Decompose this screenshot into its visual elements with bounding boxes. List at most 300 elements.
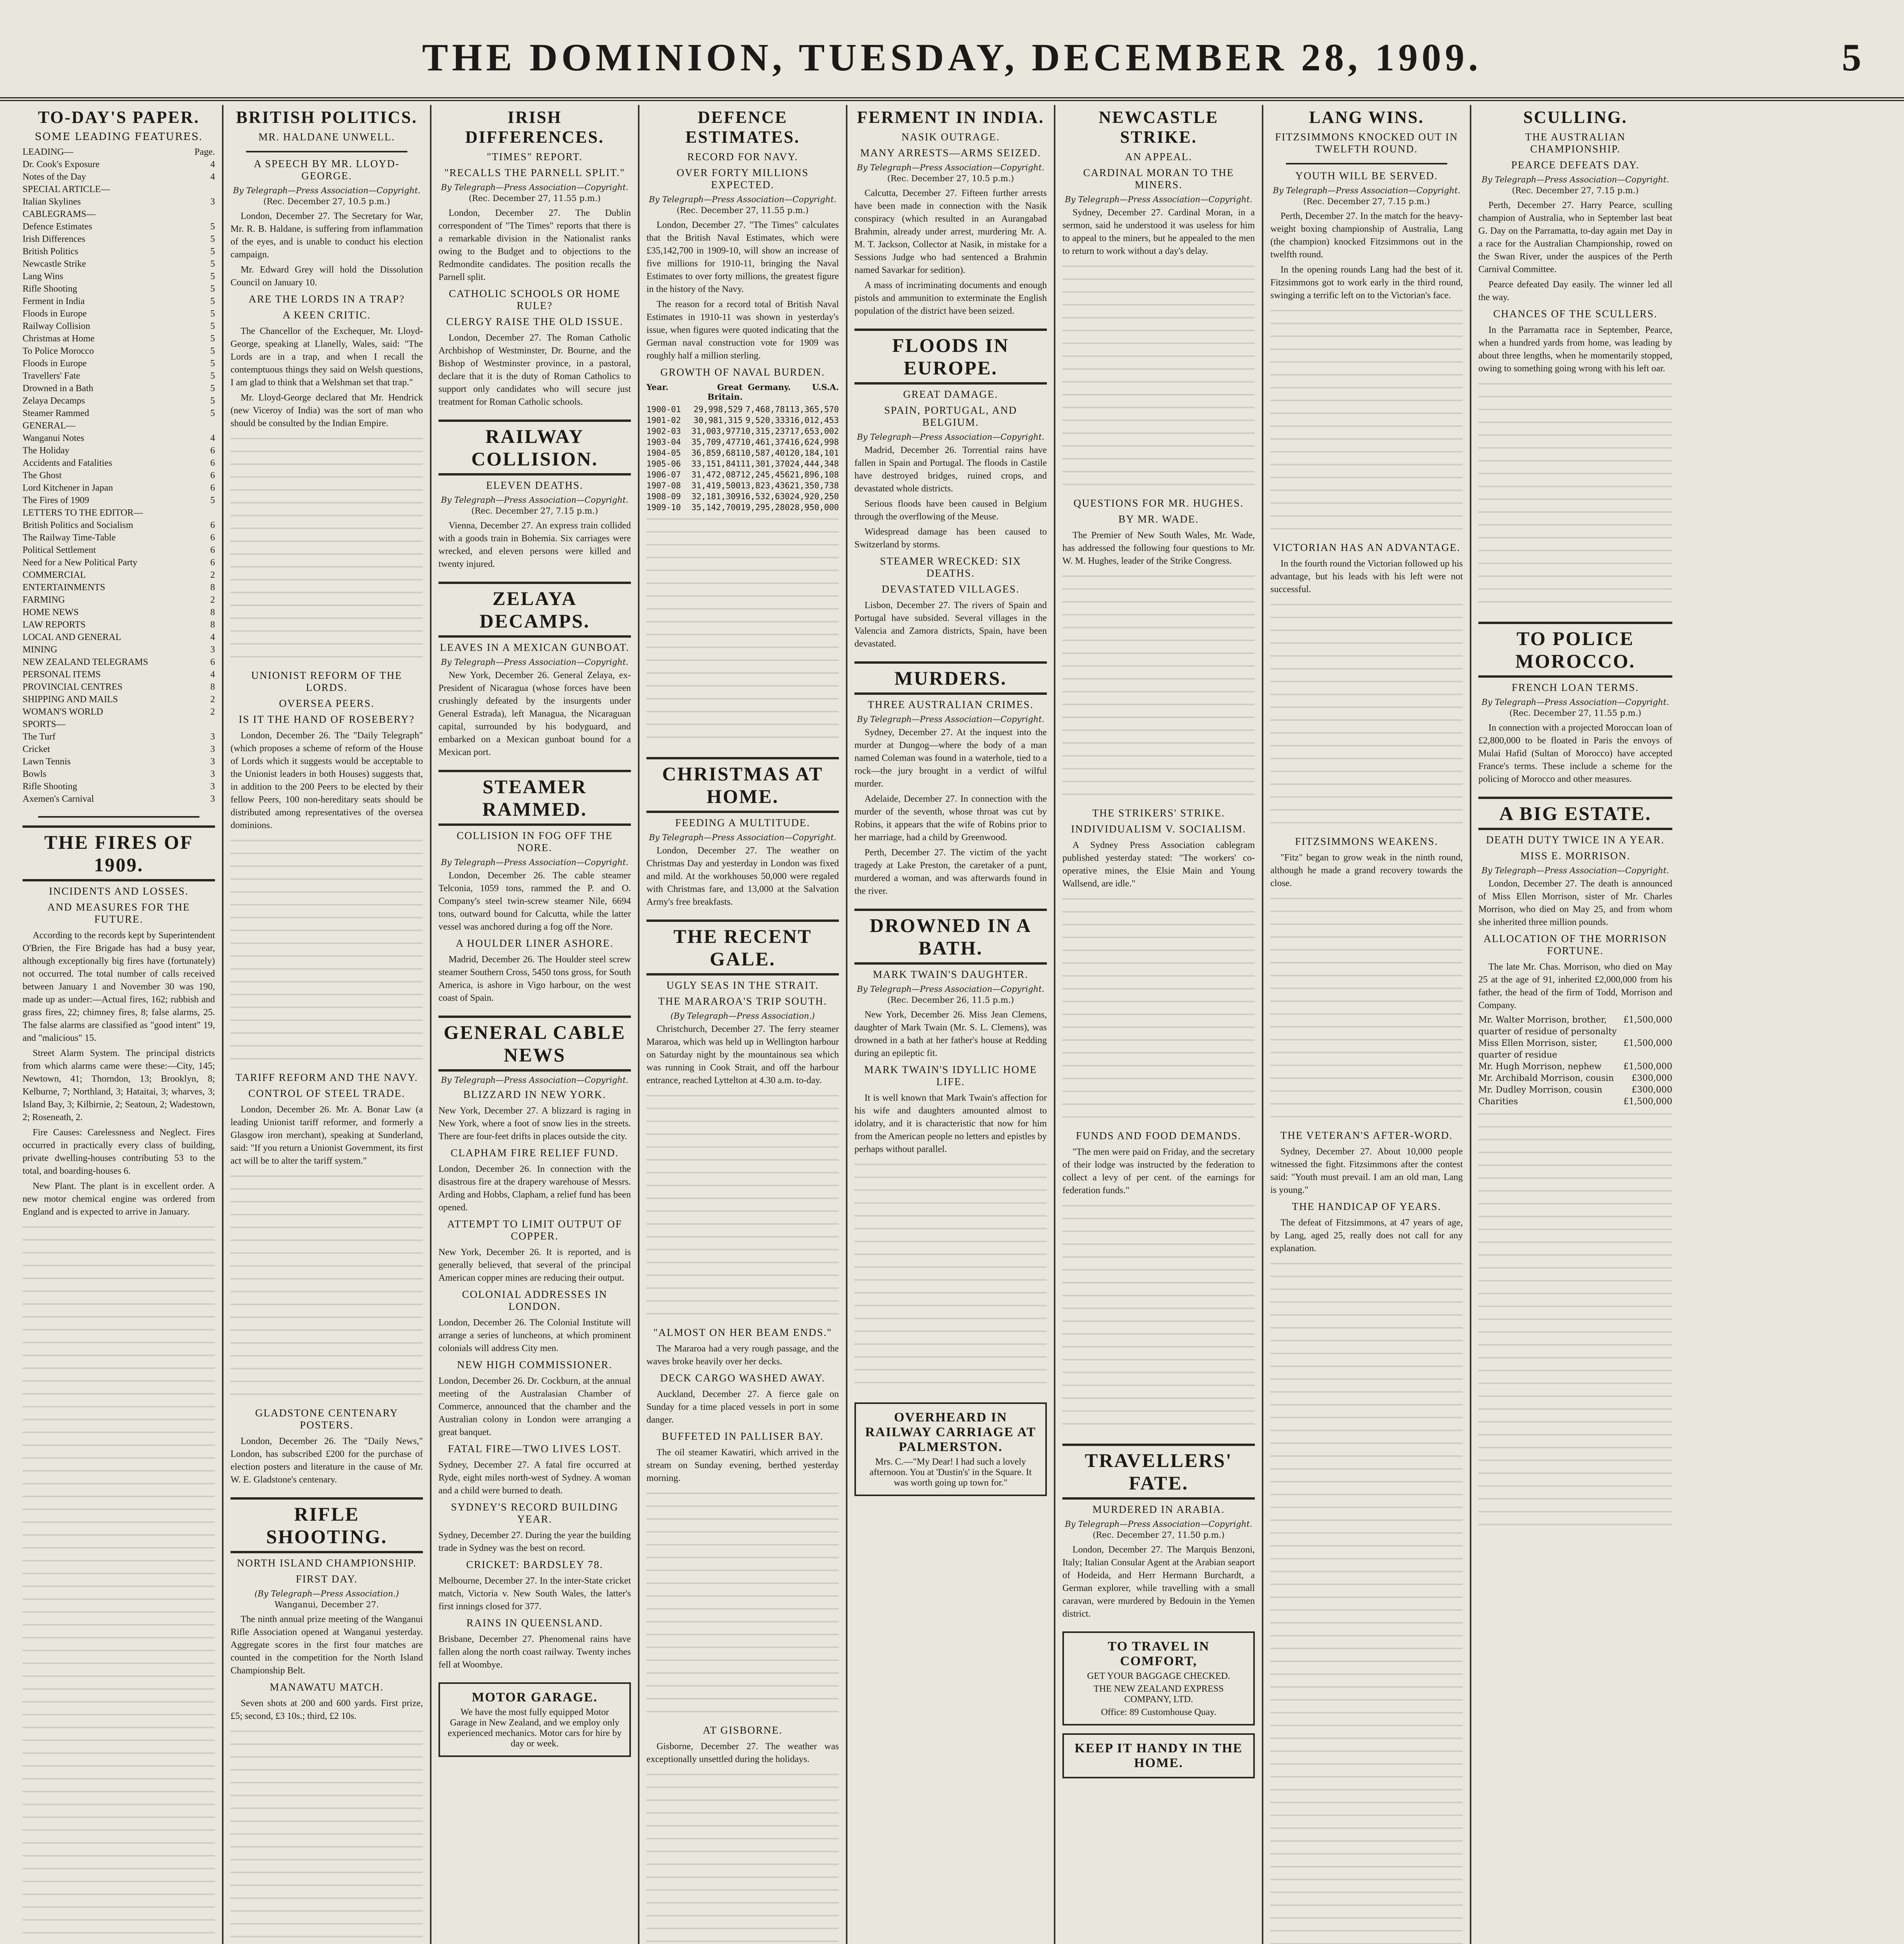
article-subheading: GROWTH OF NAVAL BURDEN. — [660, 366, 825, 378]
index-entry-label: ENTERTAINMENTS — [23, 582, 105, 593]
article-body — [1062, 1146, 1255, 1197]
index-entry — [23, 270, 215, 283]
article-body — [438, 953, 631, 1005]
ad-line: GET YOUR BAGGAGE CHECKED. — [1087, 1671, 1230, 1681]
article-body — [1062, 839, 1255, 890]
index-entry-page: 4 — [210, 670, 215, 680]
bequest-amount: £1,500,000 — [1623, 1062, 1672, 1072]
index-entry — [23, 569, 215, 581]
paragraph: The late Mr. Chas. Morrison, who died on May 25 at the age of 91, inherited £2,000,000 from his father, the head of the firm of Todd, Morrison and Company. — [1478, 962, 1672, 1010]
article-date: (Rec. December 27, 7.15 p.m.) — [1303, 197, 1430, 206]
paragraph: The Mararoa had a very rough passage, and the waves broke heavily over her decks. — [646, 1344, 839, 1367]
article-credit: By Telegraph—Press Association—Copyright. — [1065, 195, 1252, 204]
table-cell: 11,301,370 — [741, 459, 790, 469]
index-entry — [23, 594, 215, 606]
paragraph: Adelaide, December 27. In connection with the murder of the seventh, whose throat was cut by Robins, it appears that the wife of Robins prior to her marriage, had a child by Greenwood. — [854, 794, 1047, 843]
article-body — [646, 844, 839, 909]
index-entry — [23, 743, 215, 755]
article-body — [231, 1613, 423, 1677]
article-date: (Rec. December 27, 11.55 p.m.) — [468, 194, 601, 203]
index-entry-page: 6 — [210, 657, 215, 667]
paragraph: Sydney, December 27. At the inquest into the murder at Dungog—where the body of a man named Coleman was found in a waterhole, tied to a rock—the jury brought in a verdict of wilful murder. — [854, 727, 1047, 789]
index-entry-page: 6 — [210, 458, 215, 468]
index-entry-page: 5 — [210, 259, 215, 269]
index-entry-page: 5 — [210, 383, 215, 393]
paragraph: Madrid, December 26. Torrential rains have fallen in Spain and Portugal. The floods in Castile have destroyed bridges, ruined crops, and devastated whole districts. — [854, 445, 1047, 494]
paragraph: London, December 27. The weather on Christmas Day and yesterday in London was fixed and mild. At the workhouses 50,000 were regaled with Christmas fare, and 13,000 at the Salvation Army's free breakfasts. — [646, 846, 839, 907]
article-credit: (By Telegraph—Press Association.) — [254, 1589, 399, 1598]
article-subheading: DEVASTATED VILLAGES. — [882, 583, 1020, 595]
index-entry-page: 5 — [210, 346, 215, 356]
article-date: (Rec. December 27, 11.55 p.m.) — [676, 206, 809, 215]
index-entry-label: British Politics — [23, 246, 79, 257]
article-body — [646, 219, 839, 362]
index-entry-label: LETTERS TO THE EDITOR— — [23, 508, 143, 518]
index-entry-page: 3 — [210, 744, 215, 754]
table-row — [646, 502, 839, 513]
index-entry-page: 5 — [210, 334, 215, 344]
table-cell: 1905-06 — [646, 459, 681, 469]
bequest-row — [1478, 1038, 1672, 1061]
article-subheading: FRENCH LOAN TERMS. — [1511, 682, 1639, 693]
index-entry-label: FARMING — [23, 595, 65, 605]
bequest-row — [1478, 1073, 1672, 1084]
article-credit: By Telegraph—Press Association—Copyright. — [857, 163, 1045, 172]
cable-item-heading: ATTEMPT TO LIMIT OUTPUT OF COPPER. — [447, 1218, 622, 1242]
ad-text: Mrs. C.—"My Dear! I had such a lovely afternoon. You at 'Dustin's' in the Square. It was worth going up town for." — [870, 1457, 1032, 1488]
index-entry — [23, 482, 215, 494]
index-entry — [23, 668, 215, 681]
article-subheading: "ALMOST ON HER BEAM ENDS." — [653, 1327, 832, 1338]
index-entry — [23, 382, 215, 395]
article-body — [1270, 1217, 1463, 1255]
index-entry — [23, 544, 215, 556]
ad-line: Office: 89 Customhouse Quay. — [1101, 1707, 1216, 1717]
table-cell: 10,461,374 — [741, 437, 790, 447]
index-entry-page: 6 — [210, 533, 215, 543]
index-entry — [23, 295, 215, 308]
index-entry-label: Christmas at Home — [23, 334, 95, 344]
paragraph: Fire Causes: Carelessness and Neglect. Fires occurred in practically every class of building, private dwelling-houses contributing 53 to the total, and boarding-houses 6. — [23, 1128, 215, 1176]
article-heading: A BIG ESTATE. — [1478, 797, 1672, 830]
index-entry — [23, 370, 215, 382]
article-credit: By Telegraph—Press Association—Copyright. — [649, 195, 837, 204]
article-heading: IRISH DIFFERENCES. — [465, 108, 604, 147]
article-date: (Rec. December 27, 11.55 p.m.) — [1509, 708, 1642, 718]
article-body — [854, 1009, 1047, 1060]
index-entry-page: 5 — [210, 296, 215, 306]
table-cell: 13,823,436 — [741, 481, 790, 490]
table-cell: 33,151,841 — [691, 459, 741, 469]
article-body — [646, 1388, 839, 1427]
ad-text: We have the most fully equipped Motor Garage in New Zealand, and we employ only experienced mechanics. Motor cars for hire by day or week. — [447, 1707, 622, 1749]
index-entry-page: 5 — [210, 246, 215, 257]
article-subheading: THE AUSTRALIAN CHAMPIONSHIP. — [1525, 131, 1626, 155]
index-entry-page: 3 — [210, 769, 215, 779]
index-entry-label: PERSONAL ITEMS — [23, 670, 101, 680]
table-cell: 20,184,101 — [790, 448, 839, 458]
index-entry-label: Italian Skylines — [23, 197, 81, 207]
text-lines — [1062, 1199, 1255, 1433]
paragraph: Perth, December 27. In the match for the heavy-weight boxing championship of Australia, Lang (the champion) knocked Fitzsimmons out in the twelfth round. — [1270, 211, 1463, 260]
article-body — [438, 669, 631, 759]
article-heading: DEFENCE ESTIMATES. — [685, 108, 800, 147]
cable-item-text: New York, December 26. It is reported, and is generally believed, that several of the principal American copper mines are reducing their output. — [438, 1247, 631, 1283]
paragraph: Pearce defeated Day easily. The winner led all the way. — [1478, 280, 1672, 302]
column-7 — [1263, 105, 1471, 1944]
table-cell: 31,003,977 — [691, 427, 741, 436]
index-entry-label: WOMAN'S WORLD — [23, 707, 103, 717]
paragraph: Auckland, December 27. A fierce gale on Sunday for a time placed vessels in port in some danger. — [646, 1389, 839, 1425]
index-entry-page: 4 — [210, 172, 215, 182]
article-subheading: QUESTIONS FOR MR. HUGHES. — [1073, 497, 1244, 509]
paragraph: A Sydney Press Association cablegram published yesterday stated: "The workers' co-operative mines, the Elsie Main and Young Wallsend, are idle." — [1062, 840, 1255, 889]
table-cell: 7,468,781 — [745, 405, 790, 414]
index-entry — [23, 395, 215, 407]
article-subheading: AN APPEAL. — [1125, 151, 1193, 163]
paragraph: London, December 26. Mr. A. Bonar Law (a leading Unionist tariff reformer, and formerly a Glasgow iron merchant), speaking at Sunderland, said: "If you return a Unionist Government, its first act will be to alter the tariff system." — [231, 1105, 423, 1166]
paragraph: Mr. Edward Grey will hold the Dissolution Council on January 10. — [231, 265, 423, 288]
article-subheading: VICTORIAN HAS AN ADVANTAGE. — [1273, 542, 1460, 553]
paragraph: "Fitz" began to grow weak in the ninth round, although he made a grand recovery towards the close. — [1270, 853, 1463, 888]
article-subheading: LEAVES IN A MEXICAN GUNBOAT. — [440, 642, 630, 653]
index-entry-page: 5 — [210, 495, 215, 505]
text-lines — [1270, 892, 1463, 1126]
todays-paper-subheading: SOME LEADING FEATURES. — [35, 131, 203, 143]
table-cell: 16,012,453 — [790, 416, 839, 425]
index-entry-label: Wanganui Notes — [23, 433, 84, 443]
paragraph: London, December 27. The Roman Catholic Archbishop of Westminster, Dr. Bourne, and the Bishop of Westminster province, in a pastoral, declare that it is the duty of Roman Catholics to support only candidates who will secure just treatment for Roman Catholic schools. — [438, 333, 631, 407]
article-heading: RIFLE SHOOTING. — [231, 1497, 423, 1553]
article-body — [1270, 558, 1463, 596]
article-subheading: FIRST DAY. — [295, 1573, 358, 1585]
index-entry-label: Notes of the Day — [23, 172, 86, 182]
index-entry-label: Accidents and Fatalities — [23, 458, 112, 468]
index-entry — [23, 793, 215, 805]
article-lang — [1270, 107, 1463, 1944]
article-date: (Rec. December 27, 10.5 p.m.) — [263, 197, 390, 206]
table-row — [646, 437, 839, 448]
article-credit: By Telegraph—Press Association—Copyright. — [441, 657, 629, 667]
article-subheading: TARIFF REFORM AND THE NAVY. — [235, 1072, 418, 1083]
bequest-row — [1478, 1084, 1672, 1096]
article-date: (Rec. December 27, 7.15 p.m.) — [471, 506, 598, 516]
index-entry — [23, 407, 215, 420]
ad-title: TO TRAVEL IN COMFORT, — [1107, 1639, 1210, 1668]
motor-garage-ad — [438, 1682, 631, 1757]
cable-item-text: London, December 26. The Colonial Institute will arrange a series of luncheons, at which prominent colonials will address City men. — [438, 1318, 631, 1353]
article-subheading: "RECALLS THE PARNELL SPLIT." — [444, 167, 625, 178]
text-lines — [646, 1487, 839, 1720]
index-entry-label: The Turf — [23, 732, 56, 742]
index-entry — [23, 731, 215, 743]
article-subheading: DEATH DUTY TWICE IN A YEAR. — [1486, 834, 1665, 846]
page-number: 5 — [1842, 36, 1861, 79]
index-entry — [23, 556, 215, 569]
divider — [1286, 163, 1447, 164]
cable-item-heading: CLAPHAM FIRE RELIEF FUND. — [451, 1147, 619, 1159]
index-entry — [23, 245, 215, 258]
index-entry-label: SPECIAL ARTICLE— — [23, 184, 110, 194]
text-lines — [1270, 598, 1463, 832]
index-entry-label: Drowned in a Bath — [23, 383, 93, 393]
text-lines — [231, 1725, 423, 1944]
bequest-name: Miss Ellen Morrison, sister, quarter of residue — [1478, 1038, 1598, 1060]
table-cell: 21,350,738 — [790, 481, 839, 490]
column-4 — [639, 105, 847, 1944]
text-lines — [1062, 570, 1255, 803]
article-credit: By Telegraph—Press Association—Copyright. — [441, 495, 629, 505]
index-entry-label: The Ghost — [23, 470, 62, 481]
index-entry-label: CABLEGRAMS— — [23, 209, 96, 219]
article-subheading: THE STRIKERS' STRIKE. — [1092, 807, 1225, 819]
table-cell: 32,181,309 — [691, 492, 741, 501]
bequest-amount: £300,000 — [1632, 1073, 1672, 1083]
column-1 — [16, 105, 224, 1944]
paragraph: A mass of incriminating documents and enough pistols and ammunition to exterminate the English population of the district have been seized. — [854, 280, 1047, 316]
article-date: (Rec. December 27, 7.15 p.m.) — [1512, 186, 1639, 195]
index-entry — [23, 519, 215, 531]
table-row — [646, 426, 839, 437]
index-entry-label: Defence Estimates — [23, 222, 93, 232]
table-row — [646, 415, 839, 426]
article-heading: DROWNED IN A BATH. — [854, 909, 1047, 965]
article-body — [854, 599, 1047, 650]
cable-item-text: London, December 26. In connection with the disastrous fire at the drapery warehouse of Messrs. Arding and Hobbs, Clapham, a relief fund has been opened. — [438, 1164, 631, 1213]
text-lines — [231, 834, 423, 1068]
article-floods — [854, 329, 1047, 650]
text-lines — [231, 1170, 423, 1403]
article-body — [1478, 324, 1672, 375]
table-cell: 9,520,333 — [745, 416, 790, 425]
index-entry — [23, 345, 215, 357]
index-entry-label: Rifle Shooting — [23, 284, 77, 294]
article-subheading: BUFFETED IN PALLISER BAY. — [662, 1430, 824, 1442]
column-5 — [847, 105, 1055, 1944]
divider — [246, 151, 407, 152]
article-credit: By Telegraph—Press Association—Copyright. — [1065, 1519, 1252, 1529]
index-entry-label: Need for a New Political Party — [23, 558, 138, 568]
table-cell: 1900-01 — [646, 405, 681, 414]
article-date: Wanganui, December 27. — [274, 1600, 379, 1609]
index-entry-label: SHIPPING AND MAILS — [23, 694, 118, 705]
index-entry — [23, 320, 215, 332]
index-entry — [23, 755, 215, 768]
paragraph: Christchurch, December 27. The ferry steamer Mararoa, which was held up in Wellington harbour on Saturday night by the mountainous sea which was running in Cook Strait, and off the harbour entrance, reached Lyttelton at 4.30 a.m. to-day. — [646, 1024, 839, 1086]
article-body — [23, 929, 215, 1218]
index-entry — [23, 706, 215, 718]
index-entry — [23, 457, 215, 469]
article-subheading: INDIVIDUALISM V. SOCIALISM. — [1071, 823, 1246, 835]
text-lines — [231, 432, 423, 666]
article-railway — [438, 420, 631, 571]
cable-item-text: London, December 26. Dr. Cockburn, at the annual meeting of the Australasian Chamber of Commerce, announced that the chamber and the Australian colony in London were arranging a great banquet. — [438, 1376, 631, 1437]
cable-item-text: Sydney, December 27. During the year the building trade in Sydney was the best on record. — [438, 1530, 631, 1553]
index-entry-page: 5 — [210, 271, 215, 281]
index-entry — [23, 718, 215, 731]
index-entry-label: Lawn Tennis — [23, 757, 71, 767]
article-subheading: A KEEN CRITIC. — [283, 309, 371, 321]
article-body — [231, 1697, 423, 1723]
article-subheading: STEAMER WRECKED: SIX DEATHS. — [880, 555, 1022, 579]
article-zelaya — [438, 582, 631, 759]
article-morocco — [1478, 622, 1672, 786]
article-cable-news — [438, 1016, 631, 1671]
table-cell: 30,981,315 — [693, 416, 743, 425]
cable-item-heading: RAINS IN QUEENSLAND. — [466, 1617, 603, 1629]
article-body — [231, 325, 423, 430]
index-entry-label: Dr. Cook's Exposure — [23, 159, 100, 170]
table-cell: 1901-02 — [646, 416, 681, 425]
index-entry-page: 8 — [210, 607, 215, 617]
index-entry-page: 5 — [210, 222, 215, 232]
article-subheading: MURDERED IN ARABIA. — [1092, 1503, 1225, 1515]
article-body — [854, 726, 1047, 898]
index-entry — [23, 531, 215, 544]
index-entry-page: 6 — [210, 470, 215, 481]
paragraph: London, December 27. The Marquis Benzoni, Italy; Italian Consular Agent at the Arabian seaport of Hodeida, and Herr Hermann Burchardt, a German explorer, while travelling with a small caravan, were murdered by Bedouin in the Yemen district. — [1062, 1545, 1255, 1619]
paragraph: London, December 27. The death is announced of Miss Ellen Morrison, sister of Mr. Charles Morrison, who died on May 25, and from whom she inherited three million pounds. — [1478, 879, 1672, 927]
index-entry-page: 3 — [210, 645, 215, 655]
article-heading: TRAVELLERS' FATE. — [1062, 1444, 1255, 1500]
index-entry-label: LOCAL AND GENERAL — [23, 632, 121, 642]
article-subheading: A SPEECH BY MR. LLOYD-GEORGE. — [253, 158, 400, 182]
bequest-row — [1478, 1014, 1672, 1038]
paragraph: In the opening rounds Lang had the best of it. Fitzsimmons got to work early in the third round, swinging a terrific left on to the Victorian's face. — [1270, 265, 1463, 301]
ad-title: MOTOR GARAGE. — [472, 1690, 598, 1704]
index-entry-label: Floods in Europe — [23, 309, 87, 319]
naval-table — [646, 382, 839, 513]
article-date: (Rec. December 26, 11.5 p.m.) — [887, 995, 1014, 1005]
index-entry-page: 2 — [210, 595, 215, 605]
table-header-cell: Great Britain. — [707, 382, 743, 402]
paragraph: London, December 26. The cable steamer Telconia, 1059 tons, rammed the P. and O. Company's steel twin-screw steamer Nile, 6694 tons, outward bound for Calcutta, while the latter vessel was anchored during a fog off the Nore. — [438, 871, 631, 932]
article-travellers — [1062, 1444, 1255, 1621]
article-subheading: CARDINAL MORAN TO THE MINERS. — [1083, 167, 1234, 191]
article-credit: By Telegraph—Press Association—Copyright. — [649, 833, 837, 842]
article-credit: By Telegraph—Press Association—Copyright. — [857, 432, 1045, 442]
article-credit: By Telegraph—Press Association—Copyright. — [441, 858, 629, 867]
paragraph: Gisborne, December 27. The weather was exceptionally unsettled during the holidays. — [646, 1741, 839, 1764]
table-header-cell: Year. — [646, 382, 669, 392]
index-entry-page: 2 — [210, 570, 215, 580]
article-subheading: ELEVEN DEATHS. — [486, 479, 583, 491]
index-entry — [23, 158, 215, 171]
index-entry-page: 5 — [210, 321, 215, 331]
paragraph: Mr. Lloyd-George declared that Mr. Hendrick (new Viceroy of India) was the sort of man who should be consulted by the Indian Empire. — [231, 393, 423, 428]
table-cell: 16,624,998 — [790, 437, 839, 447]
article-body — [438, 332, 631, 409]
table-cell: 24,444,348 — [790, 459, 839, 469]
text-lines — [1062, 260, 1255, 493]
article-subheading: NORTH ISLAND CHAMPIONSHIP. — [237, 1557, 417, 1569]
index-entry — [23, 681, 215, 693]
index-entry — [23, 432, 215, 444]
table-header — [646, 382, 839, 402]
article-subheading: MARK TWAIN'S IDYLLIC HOME LIFE. — [864, 1064, 1038, 1087]
cable-item-text: Melbourne, December 27. In the inter-State cricket match, Victoria v. New South Wales, the latter's first innings closed for 377. — [438, 1576, 631, 1612]
article-heading: GENERAL CABLE NEWS — [438, 1016, 631, 1072]
article-subheading: PEARCE DEFEATS DAY. — [1511, 159, 1640, 171]
table-row — [646, 491, 839, 502]
table-cell: 21,896,108 — [790, 470, 839, 479]
article-heading: FLOODS IN EUROPE. — [854, 329, 1047, 385]
table-cell: 24,920,250 — [790, 492, 839, 501]
table-cell: 1908-09 — [646, 492, 681, 501]
bequest-name: Mr. Dudley Morrison, cousin — [1478, 1085, 1602, 1095]
index-entry — [23, 258, 215, 270]
index-entry — [23, 507, 215, 519]
index-entry-page: 2 — [210, 694, 215, 705]
article-heading: BRITISH POLITICS. — [236, 108, 417, 127]
index-entry-label: Lord Kitchener in Japan — [23, 483, 113, 493]
paragraph: New York, December 26. General Zelaya, ex-President of Nicaragua (whose forces have been crushingly defeated by the insurgents under General Estrada), left Managua, the Nicaraguan capital, surrounded by his bodyguard, and embarked on a Mexican gunboat bound for a Mexican port. — [438, 670, 631, 757]
bequest-name: Mr. Archibald Morrison, cousin — [1478, 1073, 1614, 1083]
index-entry-page: 6 — [210, 446, 215, 456]
article-subheading: THREE AUSTRALIAN CRIMES. — [868, 699, 1034, 710]
table-cell: 1902-03 — [646, 427, 681, 436]
article-body — [231, 1435, 423, 1486]
paragraph: London, December 27. The Secretary for War, Mr. R. B. Haldane, is suffering from inflammation of the eyes, and is unable to conduct his election campaign. — [231, 211, 423, 260]
table-header-cell: Germany. — [748, 382, 791, 392]
article-rifle-shooting — [231, 1497, 423, 1944]
text-lines — [854, 1158, 1047, 1392]
article-subheading: MANY ARRESTS—ARMS SEIZED. — [860, 147, 1041, 159]
index-entry — [23, 768, 215, 780]
table-cell: 1904-05 — [646, 448, 681, 458]
article-credit: By Telegraph—Press Association—Copyright. — [1481, 866, 1669, 875]
paragraph: In the Parramatta race in September, Pearce, when a hundred yards from home, was leading by about three lengths, when he momentarily stopped, owing to something going wrong with his left oar. — [1478, 325, 1672, 374]
index-entry — [23, 693, 215, 706]
paragraph: Perth, December 27. Harry Pearce, sculling champion of Australia, who in September last beat G. Day on the Parramatta, to-day again met Day in a race for the Australian Championship, rowed on the Swan River, under the auspices of the Perth Carnival Committee. — [1478, 200, 1672, 274]
paragraph: In the fourth round the Victorian followed up his advantage, but his leads with his left were not successful. — [1270, 559, 1463, 594]
index-entry-page: 6 — [210, 558, 215, 568]
article-body — [1270, 1145, 1463, 1197]
index-entry-page: 6 — [210, 483, 215, 493]
article-subheading: MR. HALDANE UNWELL. — [258, 131, 395, 143]
article-subheading: AND MEASURES FOR THE FUTURE. — [47, 901, 190, 925]
article-subheading: CONTROL OF STEEL TRADE. — [248, 1087, 405, 1099]
article-body — [1478, 961, 1672, 1012]
index-entry-label: Cricket — [23, 744, 50, 754]
cable-item-heading: NEW HIGH COMMISSIONER. — [457, 1359, 613, 1371]
article-body — [1062, 529, 1255, 568]
article-body — [646, 1740, 839, 1766]
cable-item-heading: SYDNEY'S RECORD BUILDING YEAR. — [451, 1501, 618, 1525]
index-entry — [23, 581, 215, 594]
todays-paper-heading: TO-DAY'S PAPER. — [38, 108, 200, 127]
index-entry-label: The Railway Time-Table — [23, 533, 116, 543]
table-header-cell: U.S.A. — [812, 382, 839, 392]
article-date: (Rec. December 27, 10.5 p.m.) — [887, 174, 1014, 183]
table-cell: 28,950,000 — [790, 503, 839, 512]
bequest-name: Mr. Walter Morrison, brother, quarter of residue of personalty — [1478, 1015, 1617, 1037]
index-entry-page: Page. — [194, 147, 215, 157]
index-entry — [23, 420, 215, 432]
index-entry-label: Political Settlement — [23, 545, 96, 555]
index-entry-page: 2 — [210, 707, 215, 717]
index-entry-label: The Holiday — [23, 446, 70, 456]
article-subheading: COLLISION IN FOG OFF THE NORE. — [456, 830, 613, 853]
paragraph: London, December 27. The Dublin correspondent of "The Times" reports that there is a remarkable division in the Nationalist ranks owing to the Budget and to objections to the Redmondite candidates. The position recalls the Parnell split. — [438, 208, 631, 282]
index-entry — [23, 494, 215, 507]
article-subheading: FITZSIMMONS WEAKENS. — [1295, 836, 1438, 847]
index-entry-page: 8 — [210, 582, 215, 593]
ad-title: KEEP IT HANDY IN THE HOME. — [1074, 1741, 1243, 1770]
article-subheading: CATHOLIC SCHOOLS OR HOME RULE? — [449, 288, 621, 311]
paragraph: According to the records kept by Superintendent O'Brien, the Fire Brigade has had a busy year, although exceptionally big fires have (fortunately) not occurred. The total number of calls received between January 1 and November 30 was 190, made up as under:—Actual fires, 162; rubbish and grass fires, 22; chimney fires, 8; false alarms, 25. The false alarms are classified as "good intent" 19, and "malicious" 15. — [23, 930, 215, 1043]
article-subheading: RECORD FOR NAVY. — [687, 151, 798, 163]
